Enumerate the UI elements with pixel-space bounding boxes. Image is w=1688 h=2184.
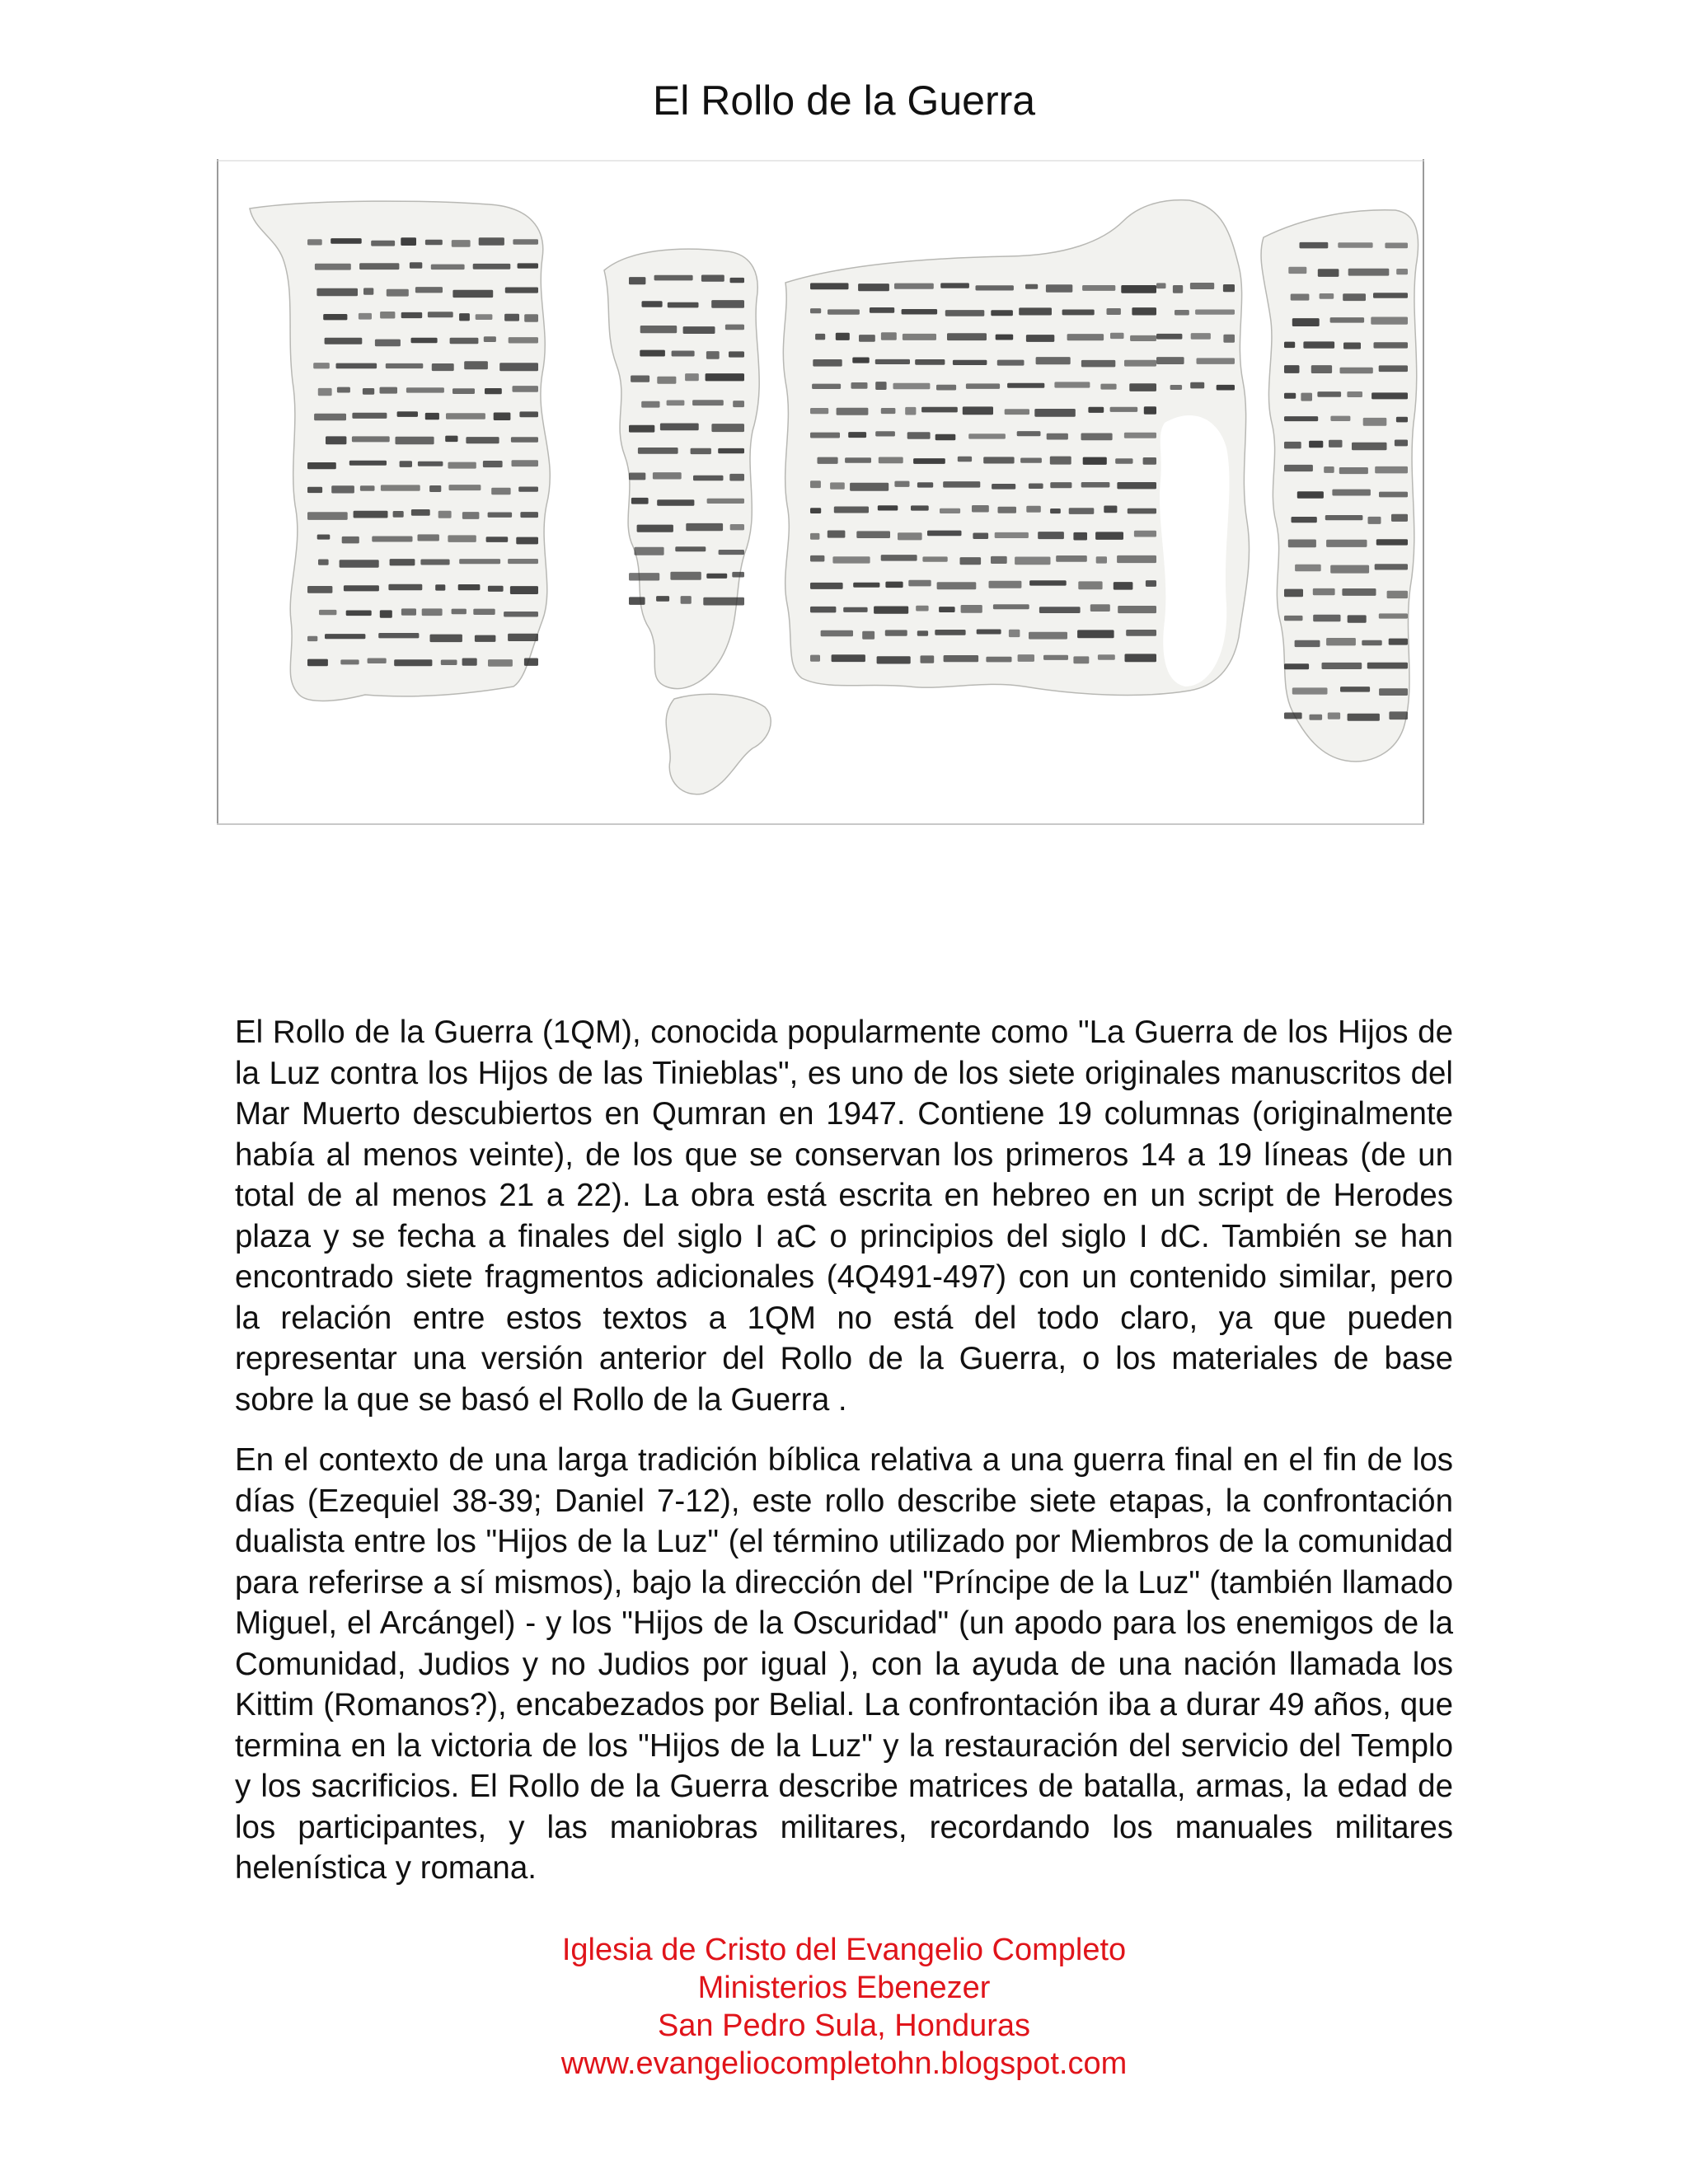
footer-website[interactable]: www.evangeliocompletohn.blogspot.com xyxy=(560,2046,1128,2081)
scroll-fragment-middle xyxy=(604,249,759,688)
footer-ministry: Ministerios Ebenezer xyxy=(697,1971,991,2005)
footer-church-name: Iglesia de Cristo del Evangelio Completo xyxy=(561,1933,1127,1967)
footer xyxy=(0,1931,1688,2083)
footer-location: San Pedro Sula, Honduras xyxy=(657,2008,1031,2043)
paragraph-1: El Rollo de la Guerra (1QM), conocida popularmente como "La Guerra de los Hijos de la Luz contra los Hijos de las Tinieblas", es uno de los siete originales manuscritos del Mar Muerto descubiertos en Qumran en 1947. Contiene 19 columnas (originalmente había al menos veinte), de los que se conservan los primeros 14 a 19 líneas (de un total de al menos 21 a 22). La obra está escrita en hebreo en un script de Herodes plaza y se fecha a finales del siglo I aC o principios del siglo I dC. También se han encontrado siete fragmentos adicionales (4Q491-497) con un contenido similar, pero la relación entre estos textos a 1QM no está del todo claro, ya que pueden representar una versión anterior del Rollo de la Guerra, o los materiales de base sobre la que se basó el Rollo de la Guerra . xyxy=(235,1015,1453,1418)
scroll-hole xyxy=(1160,415,1230,687)
paragraph-2: En el contexto de una larga tradición bíblica relativa a una guerra final en el fin de los días (Ezequiel 38-39; Daniel 7-12), este rollo describe siete etapas, la confrontación dualista entre los "Hijos de la Luz" (el término utilizado por Miembros de la comunidad para referirse a sí mismos), bajo la dirección del "Príncipe de la Luz" (también llamado Miguel, el Arcángel) - y los "Hijos de la Oscuridad" (un apodo para los enemigos de la Comunidad, Judios y no Judios por igual ), con la ayuda de una nación llamada los Kittim (Romanos?), encabezados por Belial. La confrontación iba a durar 49 años, que termina en la victoria de los "Hijos de la Luz" y la restauración del servicio del Templo y los sacrificios. El Rollo de la Guerra describe matrices de batalla, armas, la edad de los participantes, y las maniobras militares, recordando los manuales militares helenística y romana. xyxy=(235,1442,1453,1886)
scroll-fragment-left xyxy=(250,201,550,701)
page-title: El Rollo de la Guerra xyxy=(652,77,1036,124)
scroll-photo xyxy=(217,159,1424,825)
article-body xyxy=(235,1012,1453,1909)
scroll-fragment-small xyxy=(666,694,771,794)
scroll-hole xyxy=(753,551,784,637)
scroll-fragment-far-right xyxy=(1261,210,1418,762)
